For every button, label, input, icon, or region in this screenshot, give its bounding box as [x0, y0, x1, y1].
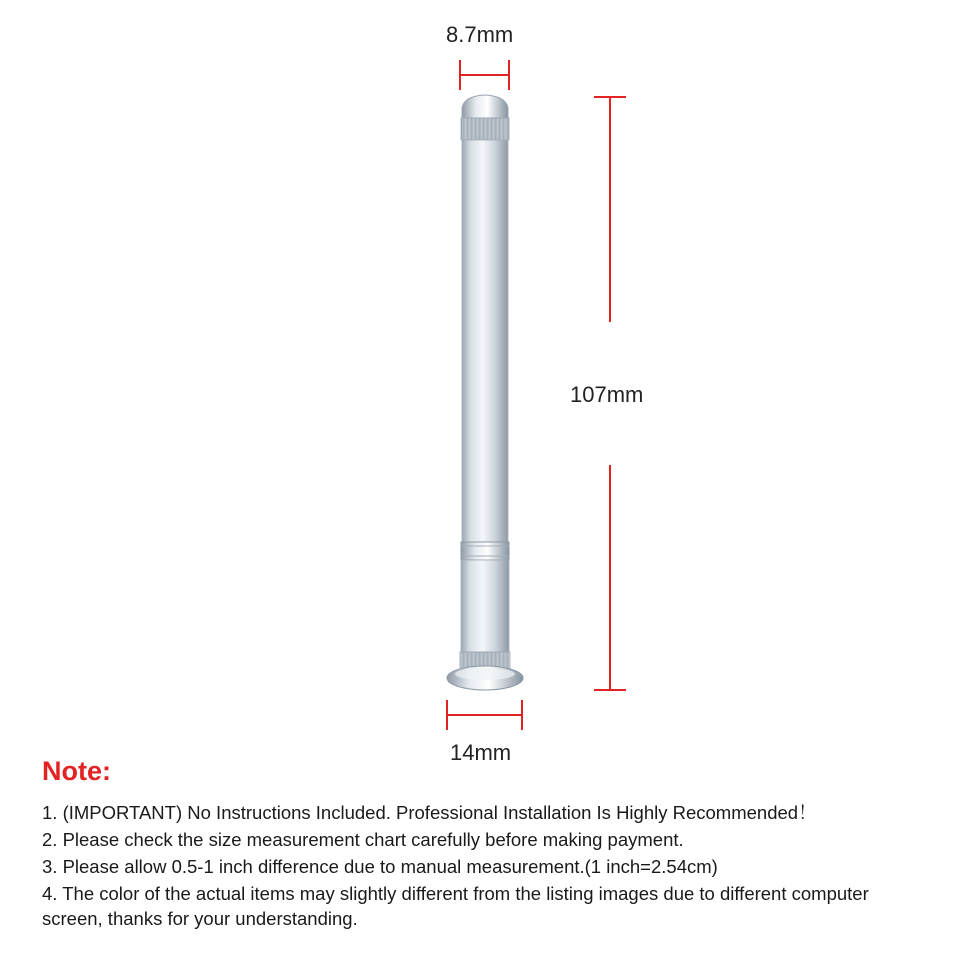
bottom-width-label: 14mm: [450, 740, 512, 765]
note-list: [42, 800, 922, 933]
note-item: 4. The color of the actual items may slightly different from the listing images due to different computer screen, thanks for your understanding.: [42, 883, 869, 929]
note-title: Note:: [42, 756, 111, 786]
length-label: 107mm: [570, 382, 644, 407]
note-item: 3. Please allow 0.5-1 inch difference due to manual measurement.(1 inch=2.54cm): [42, 856, 718, 877]
top-width-label: 8.7mm: [446, 22, 514, 47]
note-item: 2. Please check the size measurement chart carefully before making payment.: [42, 829, 684, 850]
note-item: 1. (IMPORTANT) No Instructions Included. Professional Installation Is Highly Recommended！: [42, 802, 817, 823]
